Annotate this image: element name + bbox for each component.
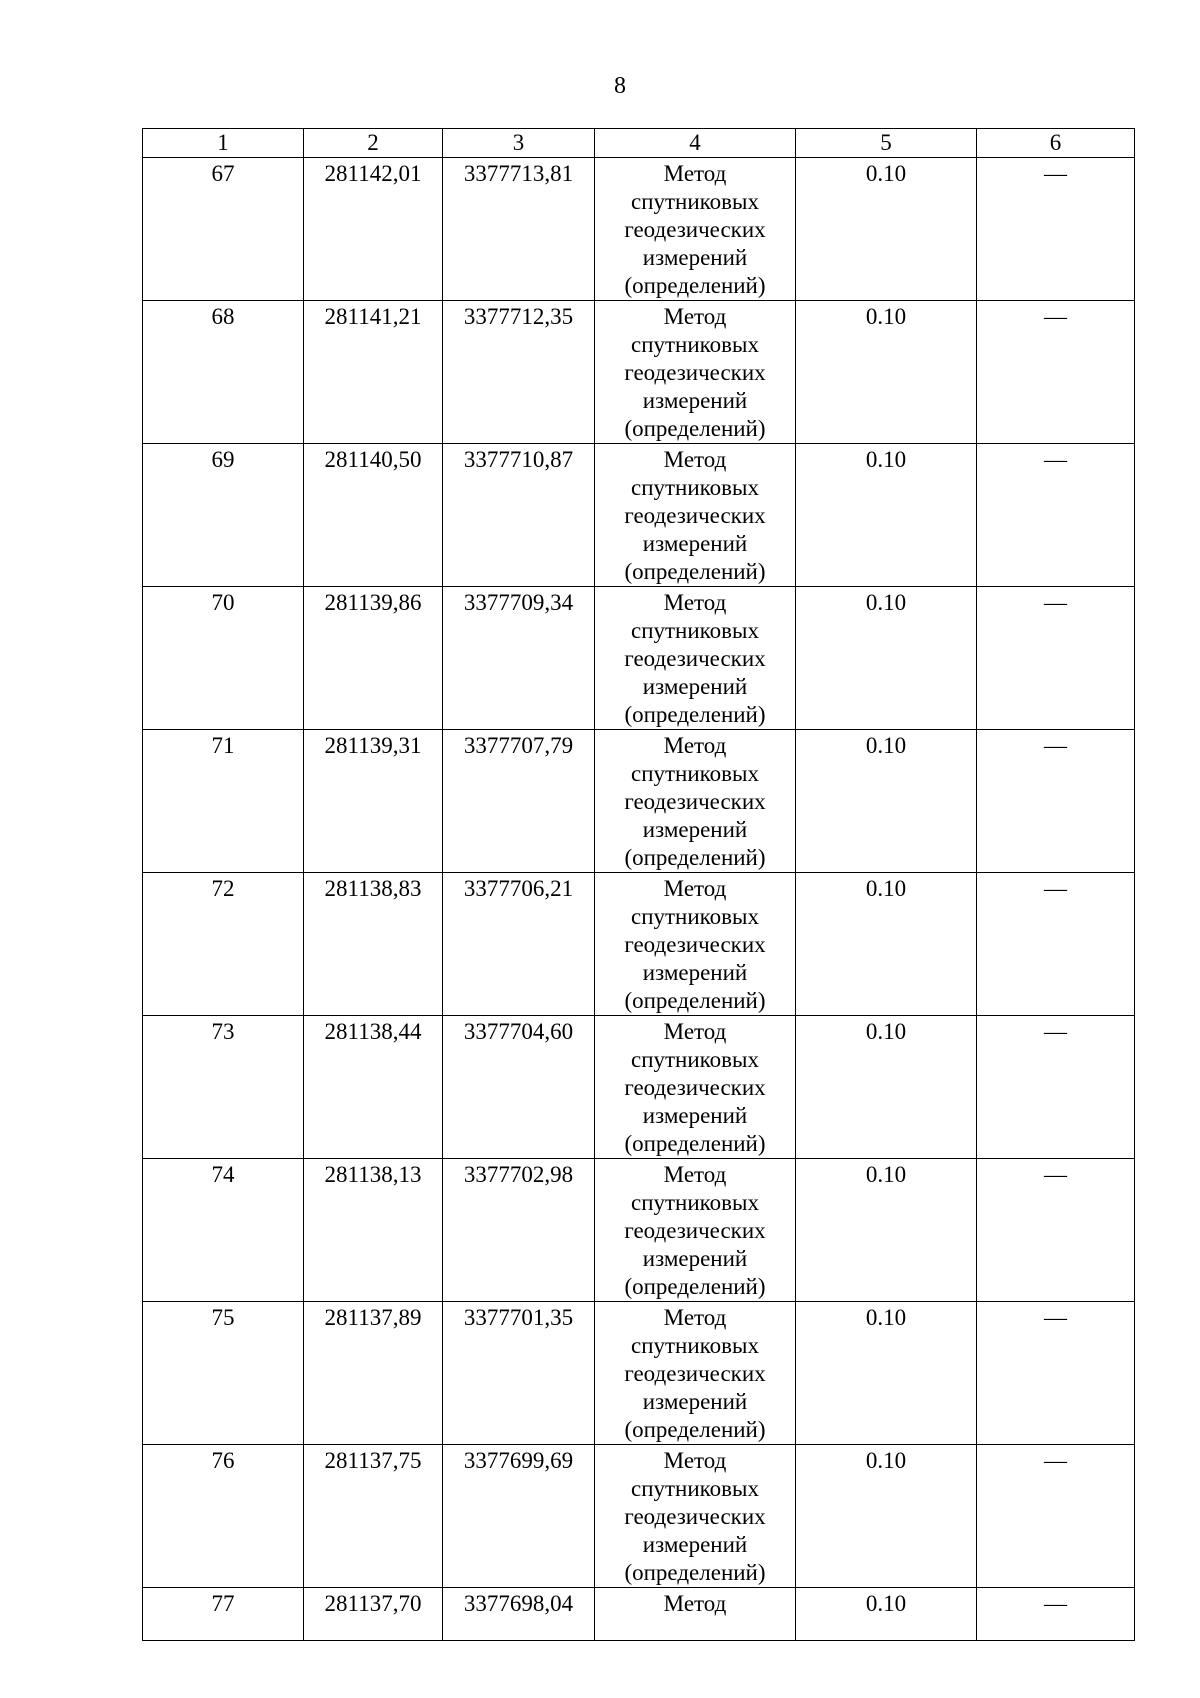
note-cell xyxy=(977,587,1135,730)
accuracy-cell-text: 0.10 xyxy=(865,876,907,901)
x-coordinate-cell xyxy=(304,873,443,1016)
x-coordinate-cell-text: 281142,01 xyxy=(324,161,422,186)
x-coordinate-cell xyxy=(304,1159,443,1302)
note-cell-text: — xyxy=(1044,1591,1067,1616)
method-cell xyxy=(595,873,796,1016)
x-coordinate-cell-text: 281137,75 xyxy=(324,1448,422,1473)
x-coordinate-cell-text: 281140,50 xyxy=(324,447,422,472)
x-coordinate-cell-text: 281138,83 xyxy=(324,876,422,901)
point-number-cell xyxy=(143,444,304,587)
accuracy-cell-text: 0.10 xyxy=(865,1019,907,1044)
y-coordinate-cell-text: 3377713,81 xyxy=(463,161,574,186)
point-number-cell xyxy=(143,158,304,301)
accuracy-cell xyxy=(796,873,977,1016)
y-coordinate-cell xyxy=(443,1016,595,1159)
table-row xyxy=(143,873,1135,1016)
table-row xyxy=(143,444,1135,587)
method-cell-text: Метод xyxy=(663,1591,727,1616)
header-cell-2: 2 xyxy=(304,129,443,158)
method-cell-text: Метод спутниковых геодезических измерений (определений) xyxy=(624,876,766,1013)
note-cell-text: — xyxy=(1044,1162,1067,1187)
note-cell-text: — xyxy=(1044,161,1067,186)
accuracy-cell xyxy=(796,1016,977,1159)
method-cell xyxy=(595,1445,796,1588)
x-coordinate-cell-text: 281137,70 xyxy=(324,1591,422,1616)
point-number-cell-text: 74 xyxy=(211,1162,235,1187)
accuracy-cell xyxy=(796,1445,977,1588)
page-number: 8 xyxy=(614,73,626,99)
point-number-cell xyxy=(143,1159,304,1302)
note-cell xyxy=(977,1445,1135,1588)
point-number-cell xyxy=(143,587,304,730)
table-row xyxy=(143,1159,1135,1302)
method-cell-text: Метод спутниковых геодезических измерений (определений) xyxy=(624,1162,766,1299)
point-number-cell-text: 73 xyxy=(211,1019,235,1044)
table-row xyxy=(143,1588,1135,1641)
x-coordinate-cell-text: 281137,89 xyxy=(324,1305,422,1330)
x-coordinate-cell-text: 281138,13 xyxy=(324,1162,422,1187)
accuracy-cell-text: 0.10 xyxy=(865,1305,907,1330)
note-cell-text: — xyxy=(1044,876,1067,901)
note-cell-text: — xyxy=(1044,1448,1067,1473)
note-cell xyxy=(977,158,1135,301)
y-coordinate-cell-text: 3377707,79 xyxy=(463,733,574,758)
y-coordinate-cell xyxy=(443,1445,595,1588)
accuracy-cell xyxy=(796,158,977,301)
accuracy-cell-text: 0.10 xyxy=(865,1162,907,1187)
x-coordinate-cell-text: 281141,21 xyxy=(324,304,422,329)
note-cell xyxy=(977,301,1135,444)
y-coordinate-cell xyxy=(443,1159,595,1302)
accuracy-cell xyxy=(796,587,977,730)
method-cell-text: Метод спутниковых геодезических измерений (определений) xyxy=(624,304,766,441)
table-row xyxy=(143,1302,1135,1445)
point-number-cell-text: 76 xyxy=(211,1448,235,1473)
point-number-cell xyxy=(143,1588,304,1641)
note-cell-text: — xyxy=(1044,1305,1067,1330)
x-coordinate-cell xyxy=(304,1445,443,1588)
note-cell xyxy=(977,444,1135,587)
method-cell-text: Метод спутниковых геодезических измерений (определений) xyxy=(624,1448,766,1585)
point-number-cell xyxy=(143,301,304,444)
point-number-cell-text: 72 xyxy=(211,876,235,901)
accuracy-cell xyxy=(796,1302,977,1445)
method-cell-text: Метод спутниковых геодезических измерений (определений) xyxy=(624,1019,766,1156)
note-cell-text: — xyxy=(1044,304,1067,329)
table-body xyxy=(143,129,1135,1641)
x-coordinate-cell xyxy=(304,444,443,587)
point-number-cell-text: 75 xyxy=(211,1305,235,1330)
y-coordinate-cell xyxy=(443,587,595,730)
y-coordinate-cell xyxy=(443,730,595,873)
table-row xyxy=(143,1445,1135,1588)
header-cell-3: 3 xyxy=(443,129,595,158)
table-row xyxy=(143,587,1135,730)
point-number-cell-text: 71 xyxy=(211,733,235,758)
point-number-cell xyxy=(143,873,304,1016)
note-cell xyxy=(977,1016,1135,1159)
y-coordinate-cell xyxy=(443,301,595,444)
point-number-cell-text: 68 xyxy=(211,304,235,329)
table-row xyxy=(143,158,1135,301)
accuracy-cell-text: 0.10 xyxy=(865,590,907,615)
y-coordinate-cell-text: 3377702,98 xyxy=(463,1162,574,1187)
x-coordinate-cell-text: 281139,86 xyxy=(324,590,422,615)
method-cell xyxy=(595,587,796,730)
method-cell xyxy=(595,444,796,587)
header-cell-4: 4 xyxy=(595,129,796,158)
table-header-row xyxy=(143,129,1135,158)
accuracy-cell xyxy=(796,444,977,587)
note-cell xyxy=(977,1302,1135,1445)
accuracy-cell xyxy=(796,730,977,873)
note-cell xyxy=(977,730,1135,873)
y-coordinate-cell xyxy=(443,1588,595,1641)
method-cell-text: Метод спутниковых геодезических измерений (определений) xyxy=(624,733,766,870)
table-row xyxy=(143,1016,1135,1159)
point-number-cell-text: 70 xyxy=(211,590,235,615)
note-cell-text: — xyxy=(1044,733,1067,758)
y-coordinate-cell xyxy=(443,158,595,301)
accuracy-cell-text: 0.10 xyxy=(865,447,907,472)
x-coordinate-cell xyxy=(304,730,443,873)
header-cell-1: 1 xyxy=(143,129,304,158)
point-number-cell-text: 77 xyxy=(211,1591,235,1616)
method-cell xyxy=(595,1588,796,1641)
y-coordinate-cell-text: 3377698,04 xyxy=(463,1591,574,1616)
method-cell-text: Метод спутниковых геодезических измерений (определений) xyxy=(624,590,766,727)
x-coordinate-cell xyxy=(304,1016,443,1159)
note-cell xyxy=(977,1159,1135,1302)
accuracy-cell-text: 0.10 xyxy=(865,304,907,329)
note-cell-text: — xyxy=(1044,447,1067,472)
x-coordinate-cell xyxy=(304,301,443,444)
note-cell-text: — xyxy=(1044,1019,1067,1044)
x-coordinate-cell xyxy=(304,158,443,301)
point-number-cell xyxy=(143,1302,304,1445)
note-cell-text: — xyxy=(1044,590,1067,615)
method-cell xyxy=(595,730,796,873)
note-cell xyxy=(977,873,1135,1016)
y-coordinate-cell-text: 3377704,60 xyxy=(463,1019,574,1044)
x-coordinate-cell-text: 281138,44 xyxy=(324,1019,422,1044)
y-coordinate-cell xyxy=(443,1302,595,1445)
x-coordinate-cell xyxy=(304,1588,443,1641)
y-coordinate-cell-text: 3377710,87 xyxy=(463,447,574,472)
x-coordinate-cell-text: 281139,31 xyxy=(324,733,422,758)
method-cell xyxy=(595,158,796,301)
y-coordinate-cell-text: 3377709,34 xyxy=(463,590,574,615)
point-number-cell-text: 69 xyxy=(211,447,235,472)
y-coordinate-cell-text: 3377699,69 xyxy=(463,1448,574,1473)
table-row xyxy=(143,730,1135,873)
y-coordinate-cell-text: 3377706,21 xyxy=(463,876,574,901)
method-cell xyxy=(595,1159,796,1302)
header-cell-5: 5 xyxy=(796,129,977,158)
method-cell-text: Метод спутниковых геодезических измерений (определений) xyxy=(624,1305,766,1442)
table-row xyxy=(143,301,1135,444)
accuracy-cell-text: 0.10 xyxy=(865,733,907,758)
header-cell-6: 6 xyxy=(977,129,1135,158)
method-cell xyxy=(595,1302,796,1445)
accuracy-cell-text: 0.10 xyxy=(865,1448,907,1473)
x-coordinate-cell xyxy=(304,1302,443,1445)
y-coordinate-cell-text: 3377701,35 xyxy=(463,1305,574,1330)
point-number-cell xyxy=(143,1016,304,1159)
x-coordinate-cell xyxy=(304,587,443,730)
method-cell xyxy=(595,301,796,444)
note-cell xyxy=(977,1588,1135,1641)
accuracy-cell xyxy=(796,301,977,444)
point-number-cell-text: 67 xyxy=(211,161,235,186)
y-coordinate-cell xyxy=(443,873,595,1016)
accuracy-cell xyxy=(796,1159,977,1302)
method-cell-text: Метод спутниковых геодезических измерений (определений) xyxy=(624,447,766,584)
accuracy-cell-text: 0.10 xyxy=(865,1591,907,1616)
y-coordinate-cell-text: 3377712,35 xyxy=(463,304,574,329)
point-number-cell xyxy=(143,730,304,873)
method-cell xyxy=(595,1016,796,1159)
method-cell-text: Метод спутниковых геодезических измерений (определений) xyxy=(624,161,766,298)
accuracy-cell xyxy=(796,1588,977,1641)
y-coordinate-cell xyxy=(443,444,595,587)
point-number-cell xyxy=(143,1445,304,1588)
coordinates-table xyxy=(142,128,1135,1641)
accuracy-cell-text: 0.10 xyxy=(865,161,907,186)
